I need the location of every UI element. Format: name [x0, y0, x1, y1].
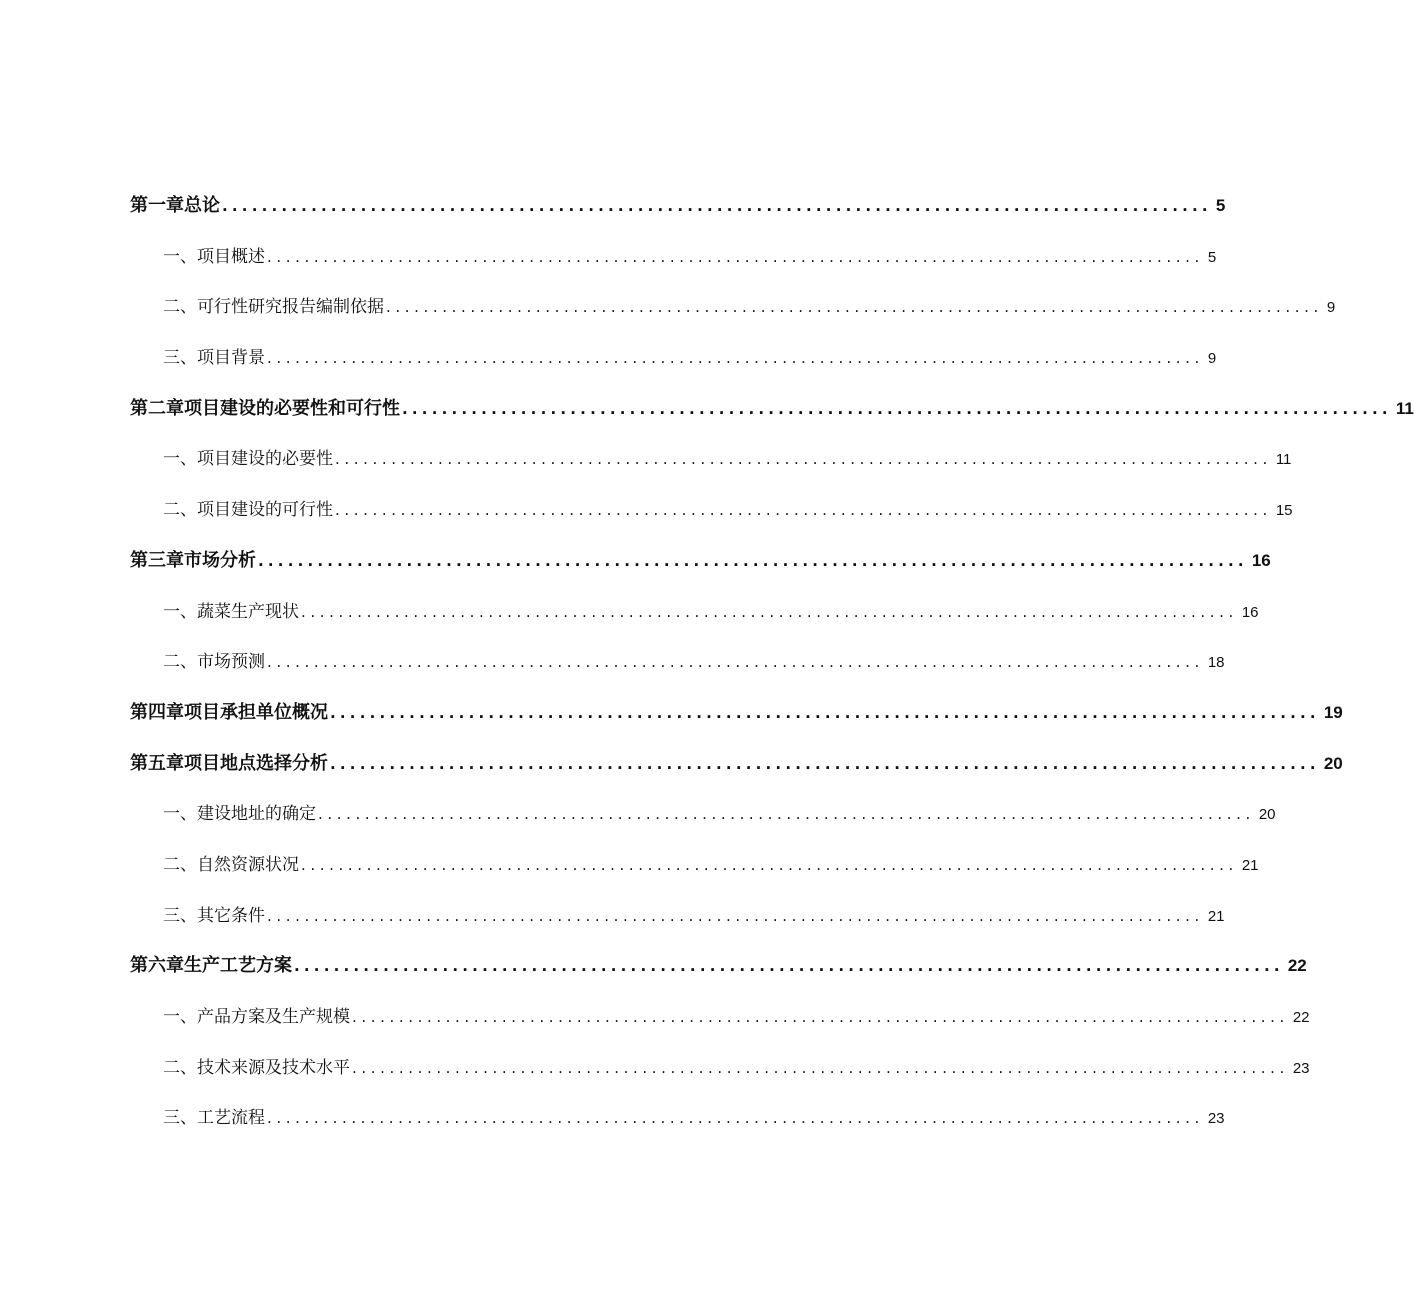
toc-entry-page-number: 16 [1251, 550, 1271, 570]
toc-dot-leader: .................................................................................................... [267, 1109, 1204, 1128]
toc-dot-leader: .................................................................................................... [330, 754, 1320, 773]
toc-entry-chapter-5[interactable] [130, 739, 1343, 790]
toc-entry-page-number: 9 [1207, 350, 1217, 368]
toc-entry-page-number: 19 [1323, 702, 1343, 722]
toc-entry-page-number: 15 [1275, 502, 1293, 520]
toc-dot-leader: .................................................................................................... [352, 1058, 1289, 1077]
toc-entry-page-number: 20 [1323, 753, 1343, 773]
toc-entry-page-number: 11 [1395, 398, 1414, 418]
toc-entry-section[interactable] [130, 1093, 1225, 1144]
toc-entry-page-number: 20 [1258, 806, 1276, 824]
toc-dot-leader: .................................................................................................... [330, 703, 1320, 722]
toc-entry-page-number: 21 [1207, 907, 1225, 925]
toc-entry-chapter-1[interactable] [130, 181, 1226, 232]
toc-entry-label: 一、蔬菜生产现状 [163, 601, 299, 622]
toc-entry-section[interactable] [130, 333, 1217, 384]
toc-entry-section[interactable] [130, 232, 1217, 283]
toc-entry-page-number: 16 [1241, 603, 1259, 621]
toc-entry-page-number: 11 [1275, 451, 1292, 469]
toc-dot-leader: .................................................................................................... [267, 653, 1204, 672]
toc-dot-leader: .................................................................................................... [267, 349, 1204, 368]
toc-entry-label: 二、项目建设的可行性 [163, 500, 333, 521]
toc-dot-leader: .................................................................................................... [402, 399, 1392, 418]
toc-entry-page-number: 21 [1241, 856, 1259, 874]
toc-entry-label: 三、其它条件 [163, 905, 265, 926]
toc-entry-label: 二、市场预测 [163, 652, 265, 673]
toc-entry-page-number: 23 [1207, 1110, 1225, 1128]
toc-entry-label: 一、产品方案及生产规模 [163, 1007, 350, 1027]
toc-dot-leader: .................................................................................................... [267, 247, 1204, 266]
toc-entry-section[interactable] [130, 434, 1292, 485]
toc-entry-label: 一、项目建设的必要性 [163, 449, 333, 470]
toc-entry-label: 第二章项目建设的必要性和可行性 [130, 397, 400, 419]
toc-entry-section[interactable] [130, 1043, 1310, 1094]
toc-entry-label: 二、可行性研究报告编制依据 [163, 297, 384, 318]
toc-entry-chapter-4[interactable] [130, 688, 1343, 739]
toc-entry-page-number: 22 [1292, 1009, 1310, 1026]
toc-entry-section[interactable] [130, 282, 1336, 333]
toc-entry-label: 三、工艺流程 [163, 1108, 265, 1129]
toc-dot-leader: .................................................................................................... [352, 1008, 1289, 1026]
toc-entry-label: 第一章总论 [130, 195, 220, 216]
toc-entry-chapter-6[interactable] [130, 941, 1307, 992]
toc-dot-leader: .................................................................................................... [301, 855, 1238, 874]
toc-entry-page-number: 9 [1326, 299, 1336, 317]
toc-entry-section[interactable] [130, 992, 1310, 1043]
toc-entry-section[interactable] [130, 789, 1276, 840]
toc-entry-section[interactable] [130, 637, 1225, 688]
toc-entry-page-number: 18 [1207, 654, 1225, 672]
toc-entry-chapter-3[interactable] [130, 536, 1271, 587]
toc-dot-leader: .................................................................................................... [335, 501, 1272, 520]
toc-dot-leader: .................................................................................................... [335, 450, 1272, 469]
toc-entry-label: 第三章市场分析 [130, 549, 256, 571]
toc-entry-label: 第六章生产工艺方案 [130, 955, 292, 977]
toc-entry-page-number: 5 [1207, 248, 1217, 266]
toc-entry-label: 二、自然资源状况 [163, 854, 299, 875]
toc-dot-leader: .................................................................................................... [258, 551, 1248, 570]
table-of-contents [130, 181, 1414, 1144]
toc-entry-page-number: 23 [1292, 1059, 1310, 1077]
toc-dot-leader: .................................................................................................... [222, 197, 1212, 215]
toc-entry-label: 二、技术来源及技术水平 [163, 1057, 350, 1078]
toc-dot-leader: .................................................................................................... [267, 906, 1204, 925]
toc-entry-label: 一、建设地址的确定 [163, 804, 316, 825]
toc-dot-leader: .................................................................................................... [294, 957, 1284, 976]
toc-entry-section[interactable] [130, 891, 1225, 942]
toc-entry-page-number: 22 [1287, 956, 1307, 976]
toc-entry-label: 一、项目概述 [163, 246, 265, 267]
toc-entry-label: 第四章项目承担单位概况 [130, 701, 328, 723]
toc-entry-chapter-2[interactable] [130, 384, 1414, 435]
toc-dot-leader: .................................................................................................... [318, 805, 1255, 824]
toc-entry-label: 第五章项目地点选择分析 [130, 752, 328, 774]
toc-dot-leader: .................................................................................................... [301, 602, 1238, 621]
toc-entry-page-number: 5 [1215, 196, 1226, 215]
toc-entry-section[interactable] [130, 485, 1293, 536]
toc-entry-section[interactable] [130, 587, 1259, 638]
toc-entry-section[interactable] [130, 840, 1259, 891]
toc-entry-label: 三、项目背景 [163, 348, 265, 369]
toc-dot-leader: .................................................................................................... [386, 298, 1323, 317]
